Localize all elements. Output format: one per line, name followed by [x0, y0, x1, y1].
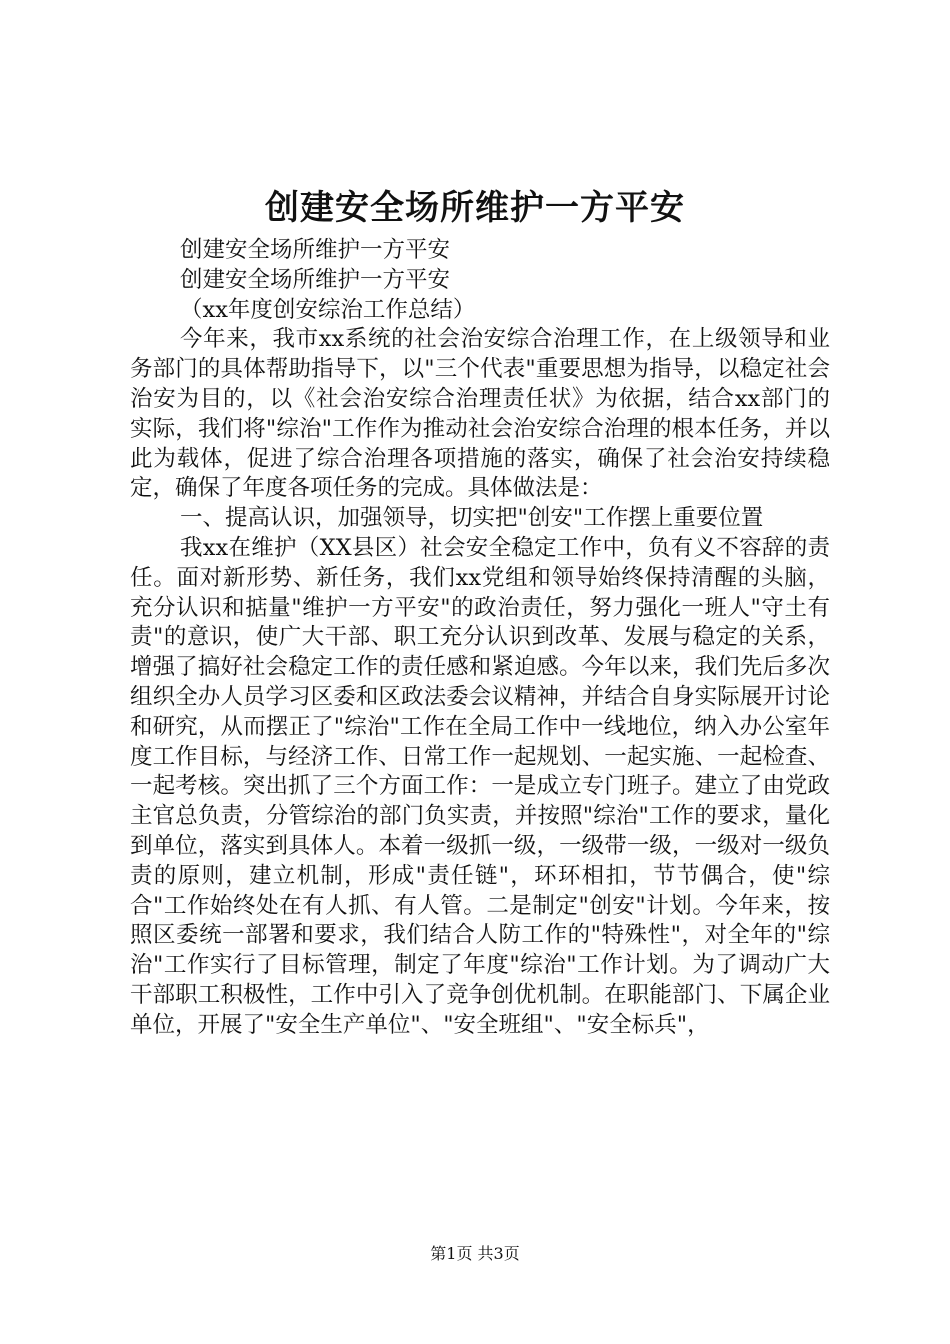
body-paragraph: 今年来，我市xx系统的社会治安综合治理工作，在上级领导和业务部门的具体帮助指导下，以"三个代表"重要思想为指导，以稳定社会治安为目的，以《社会治安综合治理责任状》为依据，结合xx部门的实际，我们将"综治"工作作为推动社会治安综合治理的根本任务，并以此为载体，促进了综合治理各项措施的落实，确保了社会治安持续稳定，确保了年度各项任务的完成。具体做法是： — [130, 326, 830, 502]
subtitle-line: （xx年度创安综治工作总结） — [180, 296, 476, 323]
body-paragraph: 我xx在维护（XX县区）社会安全稳定工作中，负有义不容辞的责任。面对新形势、新任务，我们xx党组和领导始终保持清醒的头脑，充分认识和掂量"维护一方平安"的政治责任，努力强化一班人"守土有责"的意识，使广大干部、职工充分认识到改革、发展与稳定的关系，增强了搞好社会稳定工作的责任感和紧迫感。今年以来，我们先后多次组织全办人员学习区委和区政法委会议精神，并结合自身实际展开讨论和研究，从而摆正了"综治"工作在全局工作中一线地位，纳入办公室年度工作目标，与经济工作、日常工作一起规划、一起实施、一起检查、一起考核。突出抓了三个方面工作：一是成立专门班子。建立了由党政主官总负责，分管综治的部门负实责，并按照"综治"工作的要求，量化到单位，落实到具体人。本着一级抓一级，一级带一级，一级对一级负责的原则，建立机制，形成"责任链"，环环相扣，节节偶合，使"综合"工作始终处在有人抓、有人管。二是制定"创安"计划。今年来，按照区委统一部署和要求，我们结合人防工作的"特殊性"，对全年的"综治"工作实行了目标管理，制定了年度"综治"工作计划。为了调动广大干部职工积极性，工作中引入了竞争创优机制。在职能部门、下属企业单位，开展了"安全生产单位"、"安全班组"、"安全标兵"， — [130, 534, 830, 1038]
subtitle-line: 创建安全场所维护一方平安 — [180, 266, 451, 293]
document-body — [130, 236, 830, 1041]
page-footer: 第1页 共3页 — [430, 1244, 520, 1263]
subtitle-line: 创建安全场所维护一方平安 — [180, 237, 451, 263]
section-heading: 一、提高认识，加强领导，切实把"创安"工作摆上重要位置 — [180, 505, 764, 532]
document-title: 创建安全场所维护一方平安 — [265, 188, 685, 228]
